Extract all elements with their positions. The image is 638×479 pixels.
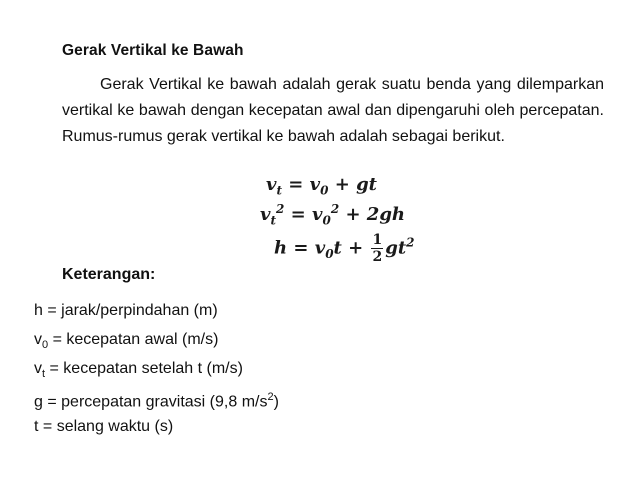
legend-item-v0: [34, 325, 279, 354]
legend-symbol: h: [34, 302, 43, 319]
fraction-denominator: 2: [372, 249, 383, 265]
formula-term: h: [274, 237, 288, 259]
intro-paragraph: Gerak Vertikal ke bawah adalah gerak suatu benda yang dilemparkan vertikal ke bawah dengan kecepatan awal dan dipengaruhi oleh percepatan. Rumus-rumus gerak vertikal ke bawah adalah sebagai berikut.: [62, 76, 604, 145]
legend-text: = kecepatan awal (m/s): [48, 331, 219, 348]
legend-subscript: t: [42, 368, 46, 381]
legend-subscript: 0: [42, 339, 49, 352]
formula-subscript: t: [270, 213, 277, 228]
formula-term: + 2gh: [339, 204, 405, 225]
legend-text: = kecepatan setelah t (m/s): [45, 360, 243, 377]
formula-term: t +: [333, 237, 370, 259]
formula-term: v: [266, 174, 277, 195]
formula-term: v: [309, 174, 321, 195]
formula-equals: =: [287, 237, 315, 259]
section-title: Gerak Vertikal ke Bawah: [62, 42, 244, 59]
fraction-numerator: 1: [372, 232, 383, 248]
formula-fraction: [371, 232, 383, 265]
formula-superscript: 2: [406, 235, 415, 250]
keterangan-heading: Keterangan:: [62, 266, 156, 283]
formula-equals: =: [284, 204, 312, 225]
formula-velocity-squared: [260, 202, 405, 228]
legend-text: = selang waktu (s): [38, 418, 174, 435]
formula-equals: =: [282, 174, 310, 195]
formula-superscript: 2: [330, 202, 340, 216]
legend-list: [34, 296, 279, 441]
formula-velocity: [266, 174, 377, 198]
legend-item-g: [34, 383, 279, 412]
formula-displacement: [274, 232, 415, 265]
legend-item-h: [34, 296, 279, 325]
legend-symbol: v: [34, 331, 42, 348]
formula-term: v: [260, 204, 271, 225]
formula-term: gt: [385, 237, 407, 259]
legend-text: = percepatan gravitasi (9,8 m/s: [42, 393, 268, 411]
legend-text: = jarak/perpindahan (m): [42, 302, 218, 319]
legend-superscript: 2: [267, 391, 274, 403]
legend-symbol: g: [34, 393, 43, 411]
formula-superscript: 2: [276, 202, 285, 216]
legend-symbol: v: [34, 360, 42, 377]
formula-term: v: [312, 204, 323, 225]
legend-item-t: [34, 412, 279, 441]
formula-term: v: [314, 237, 326, 259]
formula-subscript: t: [276, 183, 283, 198]
formula-subscript: 0: [320, 183, 329, 198]
legend-text-tail: ): [273, 393, 279, 411]
formula-term: + gt: [328, 174, 377, 195]
legend-item-vt: [34, 354, 279, 383]
formula-subscript: 0: [322, 213, 331, 228]
legend-symbol: t: [34, 418, 39, 435]
formula-subscript: 0: [325, 247, 334, 262]
